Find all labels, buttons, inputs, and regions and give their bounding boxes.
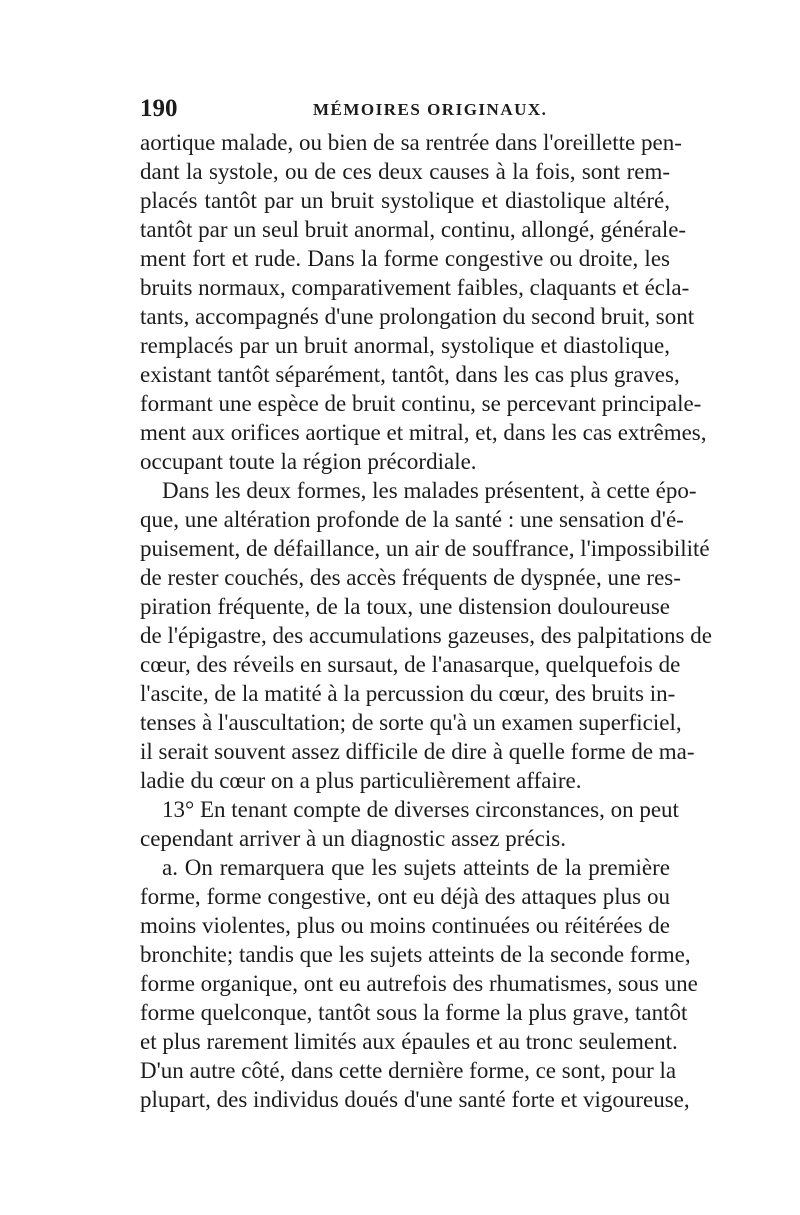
running-head	[140, 94, 670, 124]
text-line: Dans les deux formes, les malades présentent, à cette épo-	[162, 478, 697, 503]
text-line: moins violentes, plus ou moins continuées ou réitérées de	[140, 913, 670, 938]
text-line: forme quelconque, tantôt sous la forme la plus grave, tantôt	[140, 1000, 688, 1025]
text-line: formant une espèce de bruit continu, se percevant principale-	[140, 391, 702, 416]
running-title: MÉMOIRES ORIGINAUX.	[313, 100, 548, 119]
text-line: plupart, des individus doués d'une santé forte et vigoureuse,	[140, 1087, 690, 1112]
text-line: puisement, de défaillance, un air de souffrance, l'impossibilité	[140, 536, 710, 561]
text-line: dant la systole, ou de ces deux causes à la fois, sont rem-	[140, 159, 670, 184]
text-line: il serait souvent assez difficile de dire à quelle forme de ma-	[140, 739, 695, 764]
text-line: que, une altération profonde de la santé : une sensation d'é-	[140, 507, 684, 532]
text-line: tants, accompagnés d'une prolongation du second bruit, sont	[140, 304, 695, 329]
text-line: a. On remarquera que les sujets atteints de la première	[162, 855, 670, 880]
page-number: 190	[140, 95, 178, 122]
text-line: tenses à l'auscultation; de sorte qu'à un examen superficiel,	[140, 710, 682, 735]
text-line: remplacés par un bruit anormal, systolique et diastolique,	[140, 333, 670, 358]
text-line: aortique malade, ou bien de sa rentrée dans l'oreillette pen-	[140, 130, 682, 155]
text-line: cœur, des réveils en sursaut, de l'anasarque, quelquefois de	[140, 652, 681, 677]
text-line: ladie du cœur on a plus particulièrement affaire.	[140, 768, 582, 793]
text-line: tantôt par un seul bruit anormal, continu, allongé, générale-	[140, 217, 687, 242]
text-line: de rester couchés, des accès fréquents de dyspnée, une res-	[140, 565, 681, 590]
text-line: 13° En tenant compte de diverses circonstances, on peut	[162, 797, 679, 822]
text-line: bronchite; tandis que les sujets atteints de la seconde forme,	[140, 942, 691, 967]
text-line: ment fort et rude. Dans la forme congestive ou droite, les	[140, 246, 670, 271]
text-line: D'un autre côté, dans cette dernière forme, ce sont, pour la	[140, 1058, 677, 1083]
text-line: piration fréquente, de la toux, une distension douloureuse	[140, 594, 670, 619]
text-line: occupant toute la région précordiale.	[140, 449, 477, 474]
text-line: et plus rarement limités aux épaules et au tronc seulement.	[140, 1029, 678, 1054]
body-text	[140, 128, 712, 1114]
text-line: ment aux orifices aortique et mitral, et, dans les cas extrêmes,	[140, 420, 707, 445]
text-line: de l'épigastre, des accumulations gazeuses, des palpitations de	[140, 623, 712, 648]
text-line: placés tantôt par un bruit systolique et diastolique altéré,	[140, 188, 670, 213]
text-line: cependant arriver à un diagnostic assez précis.	[140, 826, 566, 851]
text-line: forme, forme congestive, ont eu déjà des attaques plus ou	[140, 884, 670, 909]
text-line: l'ascite, de la matité à la percussion du cœur, des bruits in-	[140, 681, 676, 706]
text-line: bruits normaux, comparativement faibles, claquants et écla-	[140, 275, 690, 300]
text-line: existant tantôt séparément, tantôt, dans les cas plus graves,	[140, 362, 680, 387]
text-line: forme organique, ont eu autrefois des rhumatismes, sous une	[140, 971, 698, 996]
